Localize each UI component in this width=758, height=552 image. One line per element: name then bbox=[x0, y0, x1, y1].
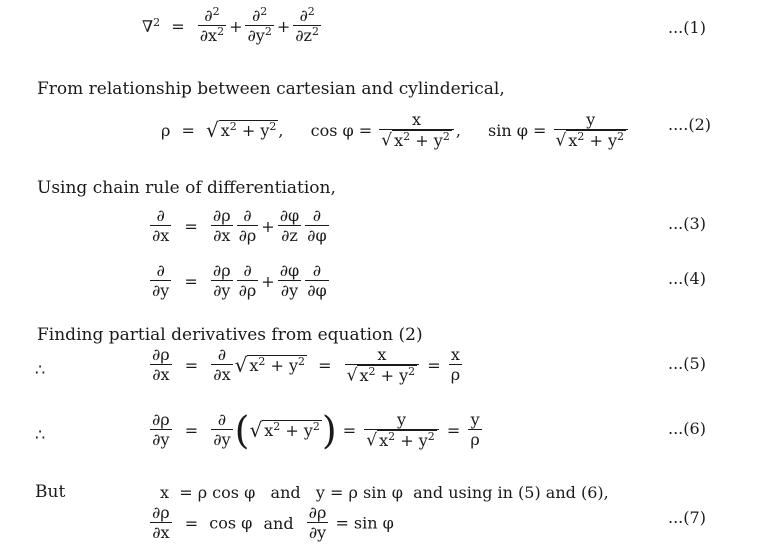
equation-7: $\frac{\partial\rho}{\partial x}$ = cos φ and $\frac{\partial\rho}{\partial y}$ = sin φ bbox=[152, 503, 394, 542]
equation-3: $\frac{\partial}{\partial x}$ = $\frac{\partial\rho}{\partial x}$ $\frac{\partial}{\partial\rho}$ + $\frac{\partial\varphi}{\partial z}$ $\frac{\partial}{\partial\varphi}$ bbox=[152, 206, 327, 245]
sin-phi-fraction: $\frac{y}{√ x^2 + y^2}$ bbox=[554, 110, 629, 151]
sqrt-x2-y2: √ $x^2 + y^2$ bbox=[206, 118, 277, 143]
equation-number-3: ...(3) bbox=[668, 214, 706, 233]
paragraph-partial-derivatives: Finding partial derivatives from equation (2) bbox=[37, 325, 423, 345]
equation-number-1: ...(1) bbox=[668, 18, 706, 37]
substitution-line: x = ρ cos φ and y = ρ sin φ and using in (5) and (6), bbox=[160, 483, 609, 502]
equals-sign: = bbox=[171, 16, 185, 36]
cos-phi-label: cos φ = bbox=[310, 120, 373, 140]
equation-6: $\frac{\partial\rho}{\partial y}$ = $\frac{\partial}{\partial y}$ (√ $x^2 + y^2$) = $\frac{y}{√ x^2 + y^2}$ = $\frac{y}{\rho}$ bbox=[152, 408, 480, 453]
equation-number-2: ....(2) bbox=[668, 115, 712, 134]
cos-phi-fraction: $\frac{x}{√ x^2 + y^2}$ bbox=[379, 110, 454, 151]
but-label: But bbox=[35, 482, 66, 502]
nabla-symbol: ∇$^2$ bbox=[142, 15, 161, 36]
sin-phi-label: sin φ = bbox=[488, 120, 547, 140]
equation-1 bbox=[142, 6, 323, 46]
equation-number-5: ...(5) bbox=[668, 354, 706, 373]
equation-number-6: ...(6) bbox=[668, 419, 706, 438]
therefore-symbol: ∴ bbox=[35, 425, 46, 444]
equation-5: $\frac{\partial\rho}{\partial x}$ = $\frac{\partial}{\partial x}$ √ $x^2 + y^2$ = $\frac{x}{√ x^2 + y^2}$ = $\frac{x}{\rho}$ bbox=[152, 345, 461, 386]
d2-dx2-fraction: $\frac{\partial^2}{\partial x^2}$ bbox=[199, 5, 225, 45]
equation-number-7: ...(7) bbox=[668, 508, 706, 527]
therefore-symbol: ∴ bbox=[35, 360, 46, 379]
d2-dz2-fraction: $\frac{\partial^2}{\partial z^2}$ bbox=[295, 5, 319, 45]
plus-sign: + bbox=[229, 16, 243, 36]
equation-2: ρ = √ $x^2 + y^2$ , cos φ = $\frac{x}{√ x^2 + y^2}$ , sin φ = $\frac{y}{√ x^2 + y^2}$ bbox=[161, 110, 630, 151]
paragraph-chain-rule: Using chain rule of differentiation, bbox=[37, 178, 336, 198]
paragraph-relationship: From relationship between cartesian and cylinderical, bbox=[37, 79, 505, 99]
equation-4: $\frac{\partial}{\partial y}$ = $\frac{\partial\rho}{\partial y}$ $\frac{\partial}{\partial\rho}$ + $\frac{\partial\varphi}{\partial y}$ $\frac{\partial}{\partial\varphi}$ bbox=[152, 261, 327, 300]
d2-dy2-fraction: $\frac{\partial^2}{\partial y^2}$ bbox=[247, 5, 272, 45]
plus-sign: + bbox=[276, 16, 291, 36]
equation-number-4: ...(4) bbox=[668, 269, 706, 288]
